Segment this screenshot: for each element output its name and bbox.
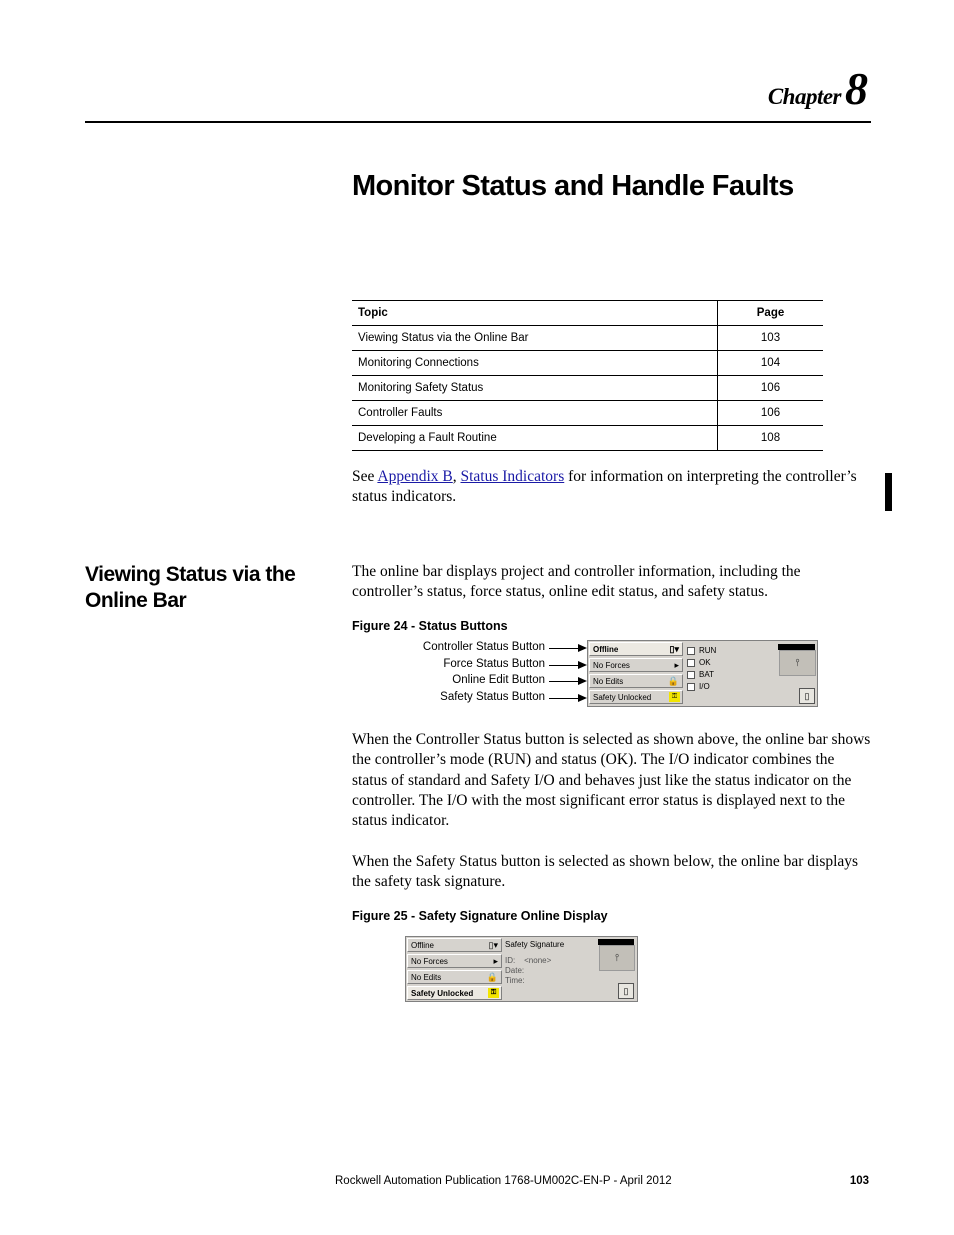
- table-row: [352, 326, 823, 351]
- online-edit-text: No Edits: [411, 973, 442, 982]
- chapter-number: 8: [845, 63, 868, 114]
- io-label: I/O: [699, 682, 710, 691]
- section-paragraph-2: When the Controller Status button is selected as shown above, the online bar shows the controller’s mode (RUN) and status (OK). The I/O indicator combines the status of standard and Safety I/O and behaves just like the status indicator on the controller. The I/O with the most significant error status is displayed next to the status indicator.: [352, 731, 871, 830]
- table-header-row: [352, 301, 823, 326]
- force-status-text: No Forces: [411, 957, 448, 966]
- ok-label: OK: [699, 658, 711, 667]
- controller-properties-button[interactable]: ▯: [799, 688, 815, 704]
- force-arrow-icon: ▸: [674, 660, 679, 670]
- safety-unlocked-icon: ⚿: [488, 988, 499, 998]
- keyswitch-icon: ⫯: [779, 650, 816, 676]
- figure-24-caption: Figure 24 - Status Buttons: [352, 619, 508, 633]
- table-row: [352, 351, 823, 376]
- arrow-icon: [549, 698, 585, 699]
- footer-publication: Rockwell Automation Publication 1768-UM002C-EN-P - April 2012: [335, 1175, 672, 1187]
- arrow-icon: [549, 648, 585, 649]
- page-title: Monitor Status and Handle Faults: [352, 170, 794, 202]
- appendix-b-link[interactable]: Appendix B: [377, 468, 453, 485]
- controller-status-button[interactable]: [407, 938, 502, 952]
- intro-sep: ,: [452, 468, 461, 485]
- force-status-button[interactable]: [407, 954, 502, 968]
- intro-suffix: for information on interpreting the controller’s status indicators.: [352, 468, 857, 506]
- thumb-tab-marker: [885, 473, 892, 511]
- intro-prefix: See: [352, 468, 378, 485]
- topic-cell[interactable]: Developing a Fault Routine: [352, 426, 718, 451]
- controller-status-label: Controller Status Button: [422, 641, 545, 653]
- topic-cell[interactable]: Monitoring Safety Status: [352, 376, 718, 401]
- intro-paragraph: [352, 467, 872, 508]
- run-indicator: [687, 646, 716, 656]
- footer-page-number: 103: [849, 1175, 869, 1187]
- figure-24-labels: [380, 639, 545, 705]
- ok-indicator: [687, 658, 711, 668]
- safety-status-text: Safety Unlocked: [411, 989, 474, 998]
- signature-id-label: ID:: [505, 956, 516, 965]
- page-cell: 103: [718, 326, 824, 351]
- io-indicator: [687, 682, 710, 692]
- topic-header: Topic: [352, 301, 718, 326]
- arrow-icon: [549, 665, 585, 666]
- lock-icon: 🔒: [667, 676, 679, 686]
- online-edit-label: Online Edit Button: [452, 674, 545, 687]
- arrow-icon: [549, 681, 585, 682]
- controller-status-button[interactable]: [589, 642, 683, 656]
- safety-status-button[interactable]: [407, 986, 502, 1000]
- safety-unlocked-icon: ⚿: [669, 692, 680, 702]
- online-edit-button[interactable]: [407, 970, 502, 984]
- topic-cell[interactable]: Controller Faults: [352, 401, 718, 426]
- controller-properties-button[interactable]: ▯: [618, 983, 634, 999]
- controller-icon: ▯▾: [488, 940, 498, 950]
- lock-icon: 🔒: [486, 972, 498, 982]
- signature-time-label: Time:: [505, 976, 525, 985]
- table-row: [352, 376, 823, 401]
- online-edit-button[interactable]: [589, 674, 683, 688]
- page-cell: 104: [718, 351, 824, 376]
- run-label: RUN: [699, 646, 717, 655]
- section-paragraph-3: When the Safety Status button is selected as shown below, the online bar displays the safety task signature.: [352, 853, 859, 891]
- header-rule: [85, 121, 871, 123]
- chapter-word: Chapter: [767, 84, 841, 109]
- table-row: [352, 426, 823, 451]
- safety-status-button[interactable]: [589, 690, 683, 704]
- controller-status-text: Offline: [593, 645, 619, 654]
- signature-date-label: Date:: [505, 966, 525, 975]
- force-status-button[interactable]: [589, 658, 683, 672]
- section-paragraph-1: The online bar displays project and controller information, including the controller’s status, force status, online edit status, and safety status.: [352, 563, 801, 601]
- safety-signature-title: Safety Signature: [505, 940, 565, 949]
- page-cell: 108: [718, 426, 824, 451]
- topic-table: [352, 300, 823, 451]
- online-bar-figure-24: [587, 640, 818, 707]
- table-row: [352, 401, 823, 426]
- status-indicators-link[interactable]: Status Indicators: [460, 468, 565, 485]
- figure-25-caption: Figure 25 - Safety Signature Online Display: [352, 909, 608, 923]
- signature-id-row: [505, 956, 551, 966]
- online-edit-text: No Edits: [593, 677, 624, 686]
- controller-status-text: Offline: [411, 941, 434, 950]
- section-heading: Viewing Status via the Online Bar: [85, 563, 296, 612]
- topic-cell[interactable]: Viewing Status via the Online Bar: [352, 326, 718, 351]
- keyswitch-icon: ⫯: [599, 945, 635, 971]
- signature-id-value: <none>: [524, 956, 552, 965]
- page-cell: 106: [718, 376, 824, 401]
- bat-indicator: [687, 670, 714, 680]
- force-status-text: No Forces: [593, 661, 630, 670]
- safety-status-label: Safety Status Button: [440, 690, 545, 703]
- page-header: Page: [718, 301, 824, 326]
- controller-icon: ▯▾: [669, 644, 679, 654]
- page-cell: 106: [718, 401, 824, 426]
- online-bar-figure-25: [405, 936, 638, 1002]
- force-arrow-icon: ▸: [493, 956, 498, 966]
- safety-status-text: Safety Unlocked: [593, 693, 652, 702]
- force-status-label: Force Status Button: [443, 657, 545, 670]
- topic-cell[interactable]: Monitoring Connections: [352, 351, 718, 376]
- chapter-heading: [768, 62, 868, 115]
- bat-label: BAT: [699, 670, 714, 679]
